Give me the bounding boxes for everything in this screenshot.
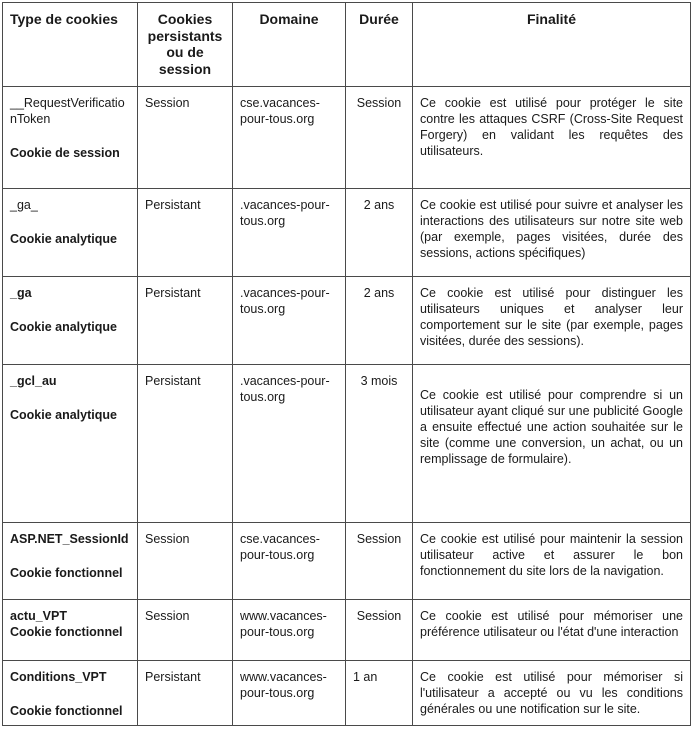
cookie-purpose: Ce cookie est utilisé pour comprendre si un utilisateur ayant cliqué sur une publicité Google a ensuite effectué une action souhaitée sur le site (comme une conversion, un achat, ou un remplissage de formulaire). [413, 365, 691, 523]
table-row [3, 522, 691, 599]
cookie-category: Cookie analytique [10, 232, 117, 247]
header-purpose: Finalité [413, 3, 691, 87]
table-row [3, 661, 691, 726]
cookie-type: Persistant [138, 189, 233, 277]
cookie-type: Session [138, 522, 233, 599]
header-row [3, 3, 691, 87]
cookie-name: _ga_ [10, 198, 38, 213]
cookie-type: Persistant [138, 365, 233, 523]
cookie-domain: cse.vacances-pour-tous.org [233, 87, 346, 189]
cookie-duration: 2 ans [346, 189, 413, 277]
cookie-name: _ga [10, 286, 32, 301]
cookie-duration: Session [346, 599, 413, 661]
table-row [3, 87, 691, 189]
cookie-duration: Session [346, 87, 413, 189]
cookie-category: Cookie fonctionnel [10, 624, 123, 639]
cookie-category: Cookie analytique [10, 320, 117, 335]
cookie-duration: 1 an [346, 661, 413, 726]
cookie-category: Cookie fonctionnel [10, 704, 123, 719]
table-row [3, 365, 691, 523]
cookie-purpose: Ce cookie est utilisé pour mémoriser une préférence utilisateur ou l'état d'une interaction [413, 599, 691, 661]
cookie-purpose: Ce cookie est utilisé pour suivre et analyser les interactions des utilisateurs sur notre site web (par exemple, pages visitées, durée des sessions, actions spécifiques) [413, 189, 691, 277]
cookie-name-cell [3, 189, 138, 277]
cookie-domain: www.vacances-pour-tous.org [233, 661, 346, 726]
cookie-purpose: Ce cookie est utilisé pour maintenir la session utilisateur active et assurer le bon fonctionnement du site lors de la navigation. [413, 522, 691, 599]
cookie-duration: 2 ans [346, 277, 413, 365]
cookie-name: Conditions_VPT [10, 670, 107, 685]
cookie-name: actu_VPT [10, 608, 67, 623]
cookie-domain: .vacances-pour-tous.org [233, 365, 346, 523]
cookie-name-cell [3, 277, 138, 365]
cookie-duration: Session [346, 522, 413, 599]
header-persistence: Cookies persistants ou de session [138, 3, 233, 87]
table-row [3, 189, 691, 277]
cookie-name-cell [3, 87, 138, 189]
cookie-name: ASP.NET_SessionId [10, 531, 129, 546]
header-type: Type de cookies [3, 3, 138, 87]
cookie-name-cell [3, 522, 138, 599]
cookie-name-cell [3, 599, 138, 661]
cookie-category: Cookie analytique [10, 408, 117, 423]
cookie-name: __RequestVerificationToken [10, 96, 125, 126]
cookie-purpose: Ce cookie est utilisé pour distinguer les utilisateurs uniques et analyser leur comportement sur le site (par exemple, pages visitées, durée des sessions). [413, 277, 691, 365]
cookie-domain: .vacances-pour-tous.org [233, 277, 346, 365]
cookie-duration: 3 mois [346, 365, 413, 523]
cookie-name: _gcl_au [10, 374, 57, 389]
cookie-purpose: Ce cookie est utilisé pour mémoriser si l'utilisateur a accepté ou vu les conditions générales ou une notification sur le site. [413, 661, 691, 726]
cookie-domain: www.vacances-pour-tous.org [233, 599, 346, 661]
cookie-category: Cookie de session [10, 146, 120, 160]
cookie-type: Persistant [138, 277, 233, 365]
cookie-name-cell [3, 365, 138, 523]
header-domain: Domaine [233, 3, 346, 87]
cookie-domain: cse.vacances-pour-tous.org [233, 522, 346, 599]
table-row [3, 277, 691, 365]
cookie-type: Session [138, 87, 233, 189]
cookie-purpose: Ce cookie est utilisé pour protéger le site contre les attaques CSRF (Cross-Site Request Forgery) en validant les requêtes des utilisateurs. [413, 87, 691, 189]
cookie-category: Cookie fonctionnel [10, 565, 123, 580]
cookie-domain: .vacances-pour-tous.org [233, 189, 346, 277]
cookie-type: Persistant [138, 661, 233, 726]
header-duration: Durée [346, 3, 413, 87]
cookie-type: Session [138, 599, 233, 661]
cookie-name-cell [3, 661, 138, 726]
table-row [3, 599, 691, 661]
cookies-table [2, 2, 691, 726]
